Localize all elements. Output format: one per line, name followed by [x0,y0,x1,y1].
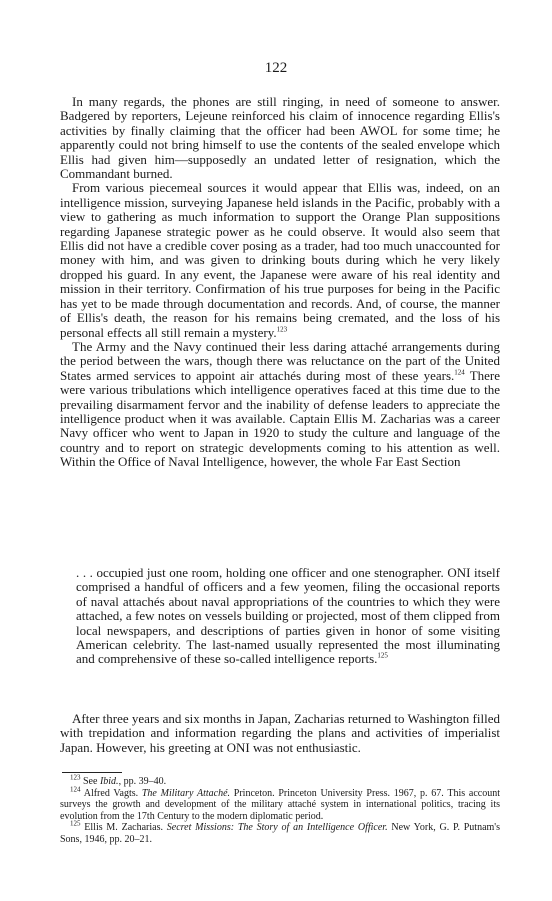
footnote-title: The Military Attaché. [141,787,231,799]
closing-text [60,712,500,755]
paragraph-2 [60,181,500,339]
footnote-marker-123: 123 [276,325,288,334]
footnote-125 [60,819,500,845]
footnote-title: Ibid. [99,776,119,787]
footnote-text: Ellis M. Zacharias. [84,822,167,833]
paragraph-closing: After three years and six months in Japan, Zacharias returned to Washington filled with trepidation and information regarding the plans and activities of imperialist Japan. However, his greeting at ONI was not enthusiastic. [60,711,500,755]
footnote-marker-125: 125 [377,652,388,661]
footnote-text: Alfred Vagts. [83,787,142,799]
footnote-123 [60,773,500,788]
main-text [60,95,500,470]
footnote-text: See [83,776,100,787]
footnote-124 [60,785,501,823]
footnote-marker-124: 124 [454,368,465,377]
paragraph-2-text: From various piecemeal sources it would appear that Ellis was, indeed, on an intelligence mission, surveying Japanese held islands in the Pacific, probably with a view to gathering as much information to support the Orange Plan suppositions regarding Japanese strategic power as he could observe. It would also seem that Ellis did not have a credible cover posing as a trader, had too much unaccounted for money with him, and was given to drinking bouts during which he very likely dropped his guard. In any event, the Japanese were aware of his real identity and mission in their territory. Confirmation of his true purposes for being in the Pacific has yet to be made through documentation and records. And, of course, the manner of Ellis's death, the reason for his remains being cremated, and the loss of his personal effects all still remain a mystery. [60,180,500,340]
block-quote-text [76,566,500,667]
page-number: 122 [264,60,288,76]
footnote-text: , pp. 39–40. [118,776,167,787]
block-quote-body: . . . occupied just one room, holding one officer and one stenographer. ONI itself comprised a handful of officers and a few yeomen, filing the occasional reports of naval attachés about naval appropriations of the countries to which they were attached, a few notes on vessels building or projected, most of them clipped from local newspapers, and descriptions of parties given in honor of some visiting American celebrity. The last-named usually represented the most illuminating and comprehensive of these so-called intelligence reports. [76,565,500,667]
footnote-title: Secret Missions: The Story of an Intelligence Officer. [166,822,388,833]
footnote-number: 123 [70,773,81,782]
footnote-text: New York, G. P. Putnam's Sons, 1946, pp. 20–21. [60,822,500,845]
footnotes [60,773,501,845]
paragraph-3 [60,340,500,470]
footnote-number: 124 [70,785,81,794]
paragraph-3-text-b: There were various tribulations which intelligence operatives faced at this time due to the prevailing disarmament fervor and the inability of defense leaders to appreciate the intelligence product when it was available. Captain Ellis M. Zacharias was a career Navy officer who went to Japan in 1920 to study the culture and language of the country and to report on strategic developments coming to his attention as well. Within the Office of Naval Intelligence, however, the whole Far East Section [60,367,500,470]
footnote-text: Princeton. Princeton University Press. 1967, p. 67. This account surveys the growth and development of the military attaché system in international politics, tracing its evolution from the 17th Century to the modern diplomatic period. [60,787,501,822]
block-quote [76,566,500,667]
footnote-number: 125 [70,819,81,828]
paragraph-3-text-a: The Army and the Navy continued their less daring attaché arrangements during the period between the wars, though there was reluctance on the part of the United States armed services to appoint air attachés during most of these years. [60,338,500,383]
paragraph-1: In many regards, the phones are still ringing, in need of someone to answer. Badgered by reporters, Lejeune reinforced his claim of innocence regarding Ellis's activities by finally claiming that the officer had been AWOL for some time; he apparently could not bring himself to use the contents of the sealed envelope which Ellis had given him—supposedly an undated letter of resignation, which the Commandant burned. [60,94,500,182]
